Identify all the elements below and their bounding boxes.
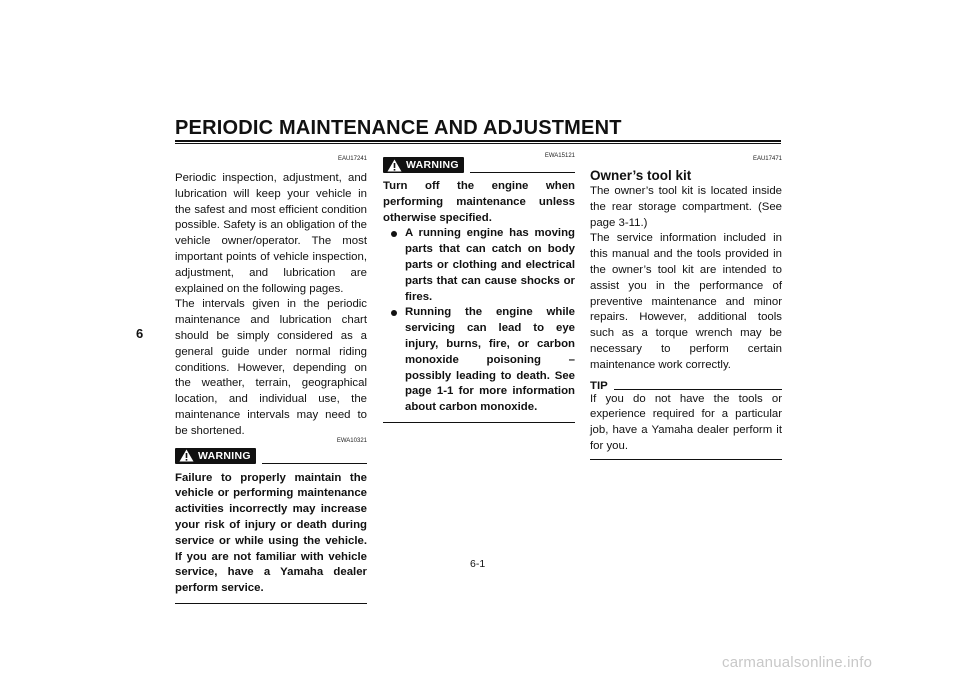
warning-label: WARNING bbox=[406, 159, 459, 171]
warning-bottom-rule bbox=[175, 603, 367, 604]
section-code: EAU17241 bbox=[337, 156, 367, 162]
intro-paragraph: Periodic inspection, adjustment, and lubrication will keep your vehicle in the safest and most efficient condition possible. Safety is an obligation of the vehicle owner/operator. The most important points of vehicle inspection, adjustment, and lubrication are explained on the following pages. bbox=[175, 172, 367, 295]
warning-bottom-rule bbox=[383, 422, 575, 423]
header-rule-thin bbox=[175, 143, 781, 144]
warning-triangle-icon bbox=[179, 449, 194, 462]
tip-header-rule bbox=[614, 389, 782, 390]
column-2 bbox=[383, 155, 575, 423]
warning-triangle-icon bbox=[387, 159, 402, 172]
tip-bottom-rule bbox=[590, 459, 782, 460]
warning-intro: Turn off the engine when performing maintenance unless otherwise specified. bbox=[383, 180, 575, 224]
bullet-icon bbox=[391, 310, 397, 316]
warning-header bbox=[175, 437, 367, 466]
section-title: Owner’s tool kit bbox=[590, 168, 692, 183]
tip-header bbox=[590, 380, 782, 392]
column-3 bbox=[590, 155, 782, 460]
tip-label: TIP bbox=[590, 379, 608, 392]
warning-badge bbox=[383, 157, 464, 173]
page-number: 6-1 bbox=[470, 558, 486, 570]
column-1 bbox=[175, 155, 367, 604]
bullet-text: Running the engine while servicing can lead to eye injury, burns, fire, or carbon monoxide poisoning – possibly leading to death. See page 1-1 for more information about carbon monoxide. bbox=[405, 306, 575, 414]
list-item bbox=[391, 226, 575, 305]
warning-code: EWA10321 bbox=[336, 437, 367, 444]
warning-label: WARNING bbox=[198, 449, 251, 462]
intervals-paragraph: The intervals given in the periodic maintenance and lubrication chart should be simply considered as a general guide under normal riding conditions. However, depending on the weather, terrain, geographical location, and individual use, the maintenance intervals may need to be shortened. bbox=[175, 298, 367, 437]
service-info-paragraph: The service information included in this manual and the tools provided in the owner’s tool kit are intended to assist you in the performance of preventive maintenance and minor repairs. However, additional tools such as a torque wrench may be necessary to perform certain maintenance work correctly. bbox=[590, 232, 782, 371]
bullet-icon bbox=[391, 231, 397, 237]
tool-kit-location-paragraph: The owner’s tool kit is located inside the rear storage compartment. (See page 3-11.) bbox=[590, 185, 782, 229]
warning-header bbox=[383, 155, 575, 175]
list-item bbox=[391, 305, 575, 416]
chapter-tab: 6 bbox=[136, 326, 144, 341]
watermark: carmanualsonline.info bbox=[722, 654, 873, 671]
warning-text: Failure to properly maintain the vehicle or performing maintenance activities incorrectly may increase your risk of injury or death during service or while using the vehicle. If you are not familiar with vehicle service, have a Yamaha dealer perform service. bbox=[175, 471, 367, 595]
warning-header-rule bbox=[470, 172, 575, 173]
warning-code: EWA15121 bbox=[544, 153, 575, 159]
header-rule bbox=[175, 140, 781, 142]
warning-bullet-list bbox=[383, 226, 575, 416]
warning-header-rule bbox=[262, 463, 367, 464]
section-code: EAU17471 bbox=[752, 156, 782, 162]
page-title: PERIODIC MAINTENANCE AND ADJUSTMENT bbox=[175, 117, 622, 139]
warning-badge bbox=[175, 448, 256, 464]
bullet-text: A running engine has moving parts that can catch on body parts or clothing and electrical parts that can cause shocks or fires. bbox=[405, 227, 575, 303]
tip-text: If you do not have the tools or experience required for a particular job, have a Yamaha dealer perform it for you. bbox=[590, 392, 782, 452]
